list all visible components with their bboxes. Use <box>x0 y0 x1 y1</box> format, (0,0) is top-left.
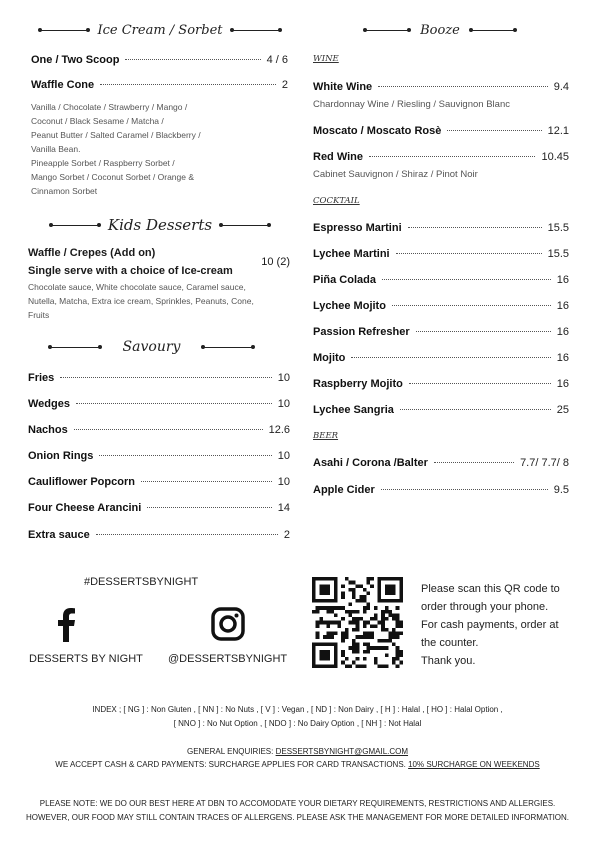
item-name: Raspberry Mojito <box>313 378 403 390</box>
item-name: Single serve with a choice of Ice-cream <box>28 265 233 277</box>
leader-dots <box>100 84 276 85</box>
item-price: 12.6 <box>268 424 290 436</box>
section-title-text: Savoury <box>122 339 181 355</box>
item-price: 10 <box>277 372 290 384</box>
instagram-label: @DESSERTSBYNIGHT <box>168 653 288 665</box>
leader-dots <box>408 227 542 228</box>
divider <box>364 30 410 31</box>
topping-line: Fruits <box>28 310 50 320</box>
payments-text: WE ACCEPT CASH & CARD PAYMENTS: SURCHARGE APPLIES FOR CARD TRANSACTIONS. <box>55 760 409 769</box>
item-name: Mojito <box>313 352 346 364</box>
section-title-text: Kids Desserts <box>107 216 213 234</box>
flavour-line: Vanilla Bean. <box>31 144 81 154</box>
item-price: 7.7/ 7.7/ 8 <box>520 457 569 469</box>
menu-item <box>313 81 569 93</box>
dietary-index <box>0 703 595 731</box>
item-price: 15.5 <box>547 248 569 260</box>
menu-item <box>28 424 290 436</box>
item-price: 9.5 <box>553 484 569 496</box>
item-price: 15.5 <box>547 222 569 234</box>
index-line: INDEX ; [ NG ] : Non Gluten , [ NN ] : No Nuts , [ V ] : Vegan , [ ND ] : Non Dairy , [ H ] : Halal , [ HO ] : Halal Option , <box>92 705 503 714</box>
topping-line: Nutella, Matcha, Extra ice cream, Sprinkles, Peanuts, Cone, <box>28 296 254 306</box>
flavour-line: Mango Sorbet / Coconut Sorbet / Orange & <box>31 172 195 182</box>
section-title-text: Ice Cream / Sorbet <box>97 22 223 38</box>
menu-item <box>28 398 290 410</box>
leader-dots <box>76 403 272 404</box>
item-name: Cauliflower Popcorn <box>28 476 135 488</box>
item-description: Chardonnay Wine / Riesling / Sauvignon Blanc <box>313 99 510 110</box>
divider <box>202 347 254 348</box>
facebook-icon[interactable] <box>55 608 77 642</box>
hashtag: #DESSERTSBYNIGHT <box>84 576 199 588</box>
index-line: [ NNO ] : No Nut Option , [ NDO ] : No Dairy Option , [ NH ] : Not Halal <box>173 719 422 728</box>
item-price: 4 / 6 <box>266 54 288 66</box>
item-price: 25 <box>556 404 569 416</box>
item-price: 9.4 <box>553 81 569 93</box>
item-price: 2 <box>281 79 288 91</box>
item-name: Lychee Martini <box>313 248 390 260</box>
facebook-label: DESSERTS BY NIGHT <box>29 653 143 665</box>
item-name: Extra sauce <box>28 529 90 541</box>
menu-item <box>313 222 569 234</box>
menu-item <box>28 372 290 384</box>
ice-cream-section-title <box>30 22 290 38</box>
cocktail-subheading: COCKTAIL <box>313 196 360 206</box>
item-price: 14 <box>277 502 290 514</box>
divider <box>231 30 281 31</box>
leader-dots <box>351 357 550 358</box>
kids-section-title <box>30 215 290 235</box>
menu-item <box>313 125 569 137</box>
wine-subheading: WINE <box>313 54 339 64</box>
instruction-line: Thank you. <box>421 655 476 667</box>
menu-item <box>313 151 569 163</box>
savoury-section-title <box>30 338 273 356</box>
item-price: 16 <box>556 352 569 364</box>
instruction-line: For cash payments, order at <box>421 619 559 631</box>
note-line: PLEASE NOTE: WE DO OUR BEST HERE AT DBN TO ACCOMODATE YOUR DIETARY REQUIREMENTS, RESTRICTIONS AND ALLERGIES. <box>39 799 556 808</box>
item-name: Espresso Martini <box>313 222 402 234</box>
leader-dots <box>147 507 271 508</box>
item-name: Lychee Mojito <box>313 300 386 312</box>
leader-dots <box>396 253 542 254</box>
item-name: Four Cheese Arancini <box>28 502 142 514</box>
menu-item <box>28 502 290 514</box>
item-name: Asahi / Corona /Balter <box>313 457 428 469</box>
item-name: Nachos <box>28 424 68 436</box>
item-price: 16 <box>556 274 569 286</box>
flavour-line: Vanilla / Chocolate / Strawberry / Mango / <box>31 102 188 112</box>
divider <box>39 30 89 31</box>
item-name: White Wine <box>313 81 373 93</box>
flavour-line: Peanut Butter / Salted Caramel / Blackberry / <box>31 130 201 140</box>
menu-item <box>31 54 288 66</box>
leader-dots <box>369 156 535 157</box>
item-name: Moscato / Moscato Rosè <box>313 125 442 137</box>
menu-item <box>313 300 569 312</box>
weekend-surcharge: 10% SURCHARGE ON WEEKENDS <box>408 760 540 769</box>
flavour-line: Pineapple Sorbet / Raspberry Sorbet / <box>31 158 175 168</box>
menu-item <box>28 476 290 488</box>
menu-item <box>313 457 569 469</box>
item-name: Piña Colada <box>313 274 376 286</box>
qr-code[interactable] <box>312 577 403 668</box>
item-name: Apple Cider <box>313 484 375 496</box>
leader-dots <box>409 383 551 384</box>
divider <box>50 225 100 226</box>
leader-dots <box>378 86 548 87</box>
leader-dots <box>141 481 272 482</box>
item-name: Wedges <box>28 398 70 410</box>
allergen-note <box>0 797 595 825</box>
leader-dots <box>381 489 548 490</box>
item-name: Passion Refresher <box>313 326 410 338</box>
leader-dots <box>416 331 551 332</box>
general-enquiries <box>0 745 595 771</box>
item-price: 10 <box>277 450 290 462</box>
leader-dots <box>96 534 278 535</box>
section-title-text: Booze <box>420 22 460 38</box>
menu-item <box>313 326 569 338</box>
menu-item <box>28 450 290 462</box>
instagram-icon[interactable] <box>211 607 245 641</box>
leader-dots <box>74 429 263 430</box>
item-name: Lychee Sangria <box>313 404 394 416</box>
beer-subheading: BEER <box>313 431 339 441</box>
instruction-line: the counter. <box>421 637 479 649</box>
kids-item <box>28 244 290 280</box>
leader-dots <box>125 59 260 60</box>
menu-item <box>31 79 288 91</box>
item-price: 16 <box>556 300 569 312</box>
menu-item <box>28 529 290 541</box>
item-price: 10.45 <box>541 151 569 163</box>
leader-dots <box>99 455 271 456</box>
item-price: 16 <box>556 378 569 390</box>
divider <box>220 225 270 226</box>
leader-dots <box>382 279 551 280</box>
item-name: Red Wine <box>313 151 364 163</box>
item-price: 16 <box>556 326 569 338</box>
flavour-list <box>31 100 291 198</box>
item-price: 10 <box>277 398 290 410</box>
leader-dots <box>447 130 541 131</box>
item-name: Waffle Cone <box>31 79 95 91</box>
booze-section-title <box>360 22 520 38</box>
flavour-line: Cinnamon Sorbet <box>31 186 98 196</box>
topping-line: Chocolate sauce, White chocolate sauce, Caramel sauce, <box>28 282 246 292</box>
leader-dots <box>392 305 551 306</box>
item-price: 10 (2) <box>261 256 290 268</box>
qr-instructions <box>421 580 591 670</box>
leader-dots <box>400 409 551 410</box>
menu-item <box>313 274 569 286</box>
menu-item <box>313 352 569 364</box>
leader-dots <box>60 377 271 378</box>
menu-item <box>313 378 569 390</box>
item-name: Fries <box>28 372 55 384</box>
enquiries-label: GENERAL ENQUIRIES: <box>186 747 276 756</box>
item-price: 12.1 <box>547 125 569 137</box>
kids-toppings <box>28 280 293 322</box>
divider <box>470 30 516 31</box>
email-link[interactable]: DESSERTSBYNIGHT@GMAIL.COM <box>275 747 409 756</box>
item-price: 2 <box>283 529 290 541</box>
divider <box>49 347 101 348</box>
item-price: 10 <box>277 476 290 488</box>
flavour-line: Coconut / Black Sesame / Matcha / <box>31 116 164 126</box>
instruction-line: Please scan this QR code to <box>421 583 560 595</box>
item-name: One / Two Scoop <box>31 54 120 66</box>
menu-item <box>313 248 569 260</box>
item-description: Cabinet Sauvignon / Shiraz / Pinot Noir <box>313 169 478 180</box>
leader-dots <box>434 462 514 463</box>
instruction-line: order through your phone. <box>421 601 549 613</box>
item-name: Waffle / Crepes (Add on) <box>28 247 156 259</box>
menu-item <box>313 484 569 496</box>
note-line: HOWEVER, OUR FOOD MAY STILL CONTAIN TRACES OF ALLERGENS. PLEASE ASK THE MANAGEMENT FOR MORE DETAILED INFORMATION. <box>25 813 570 822</box>
item-name: Onion Rings <box>28 450 94 462</box>
menu-item <box>313 404 569 416</box>
